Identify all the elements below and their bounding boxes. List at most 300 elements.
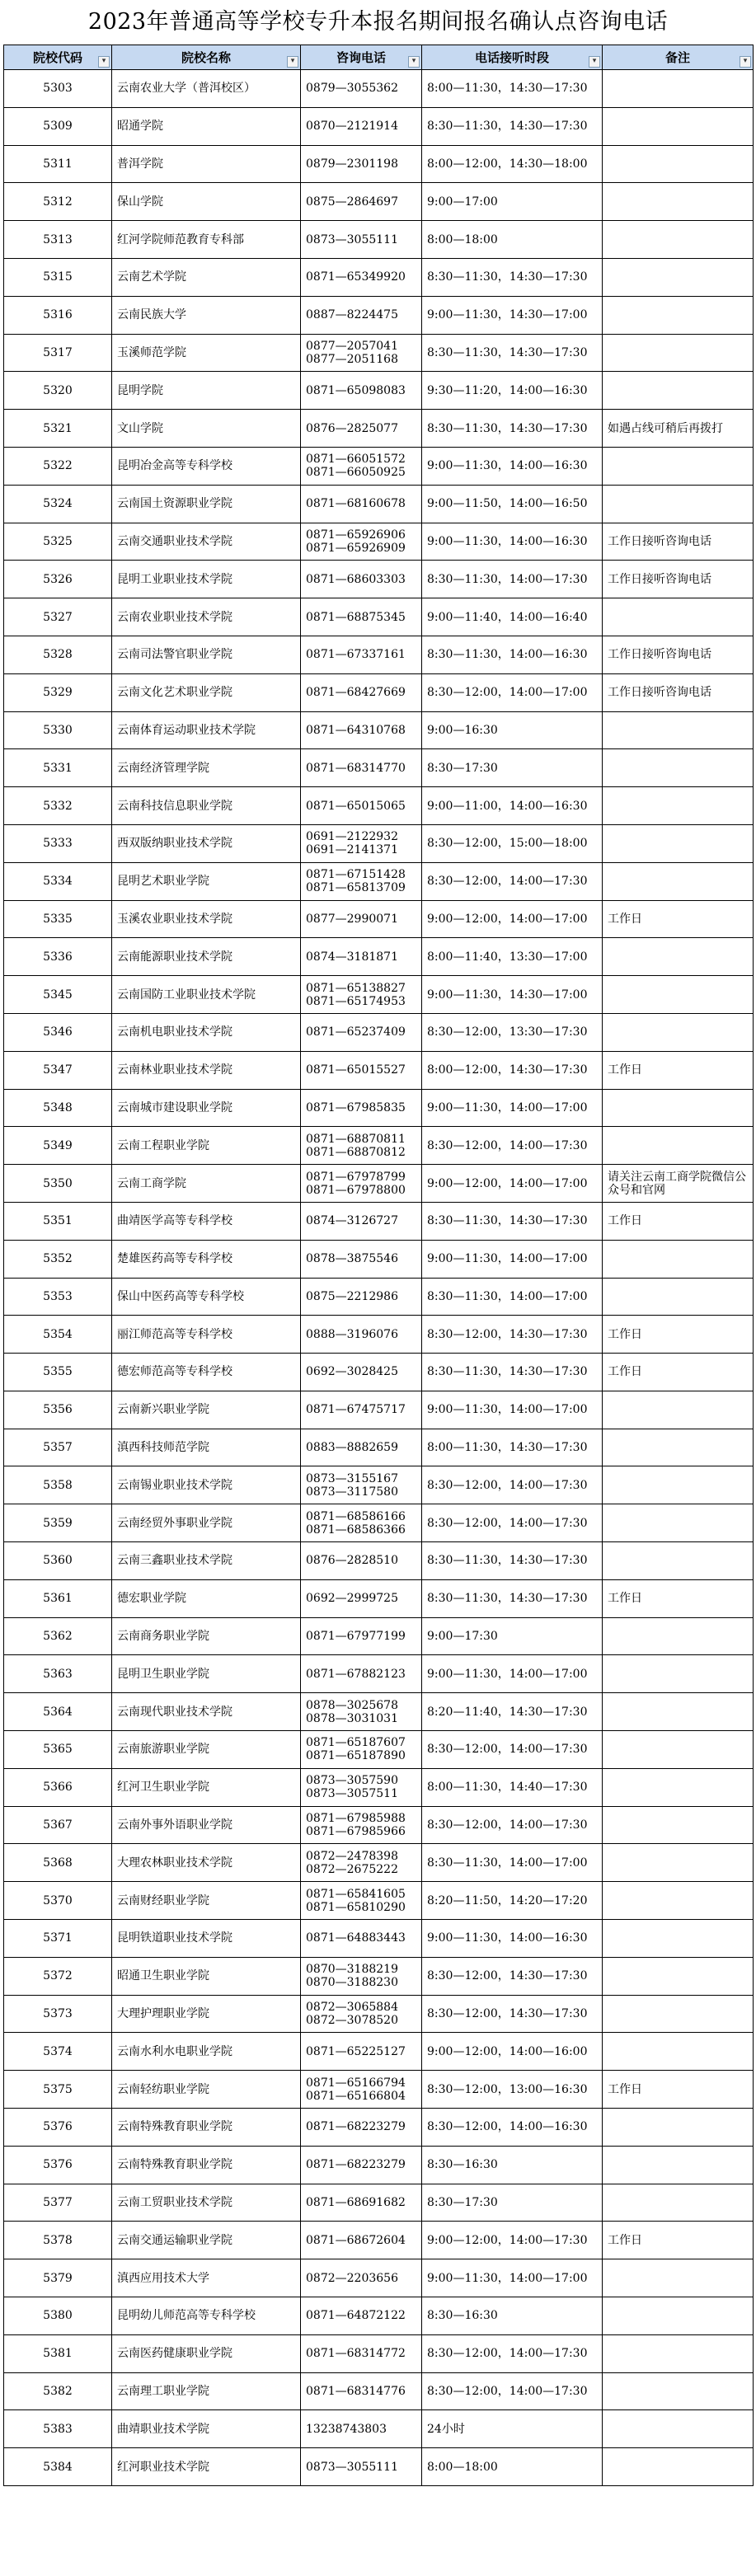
phone-cell — [301, 1013, 422, 1051]
table-row — [4, 183, 754, 221]
note-cell — [603, 1693, 754, 1731]
phone-number: 0871—67977199 — [306, 1630, 406, 1644]
phone-number: 0879—2301198 — [306, 157, 398, 171]
phone-number: 0871—68314776 — [306, 2385, 406, 2398]
school-name-cell: 保山中医药高等专科学校 — [112, 1278, 301, 1316]
hours-cell: 8:30—16:30 — [422, 2146, 603, 2184]
school-name-cell: 云南科技信息职业学院 — [112, 787, 301, 825]
hours-cell: 8:00—11:30，14:30—17:30 — [422, 1429, 603, 1466]
header-name[interactable] — [112, 45, 301, 70]
hours-cell: 8:30—16:30 — [422, 2297, 603, 2335]
note-cell: 工作日 — [603, 2071, 754, 2109]
note-cell — [603, 1768, 754, 1806]
phone-cell — [301, 2334, 422, 2372]
school-name-cell: 昆明艺术职业学院 — [112, 862, 301, 900]
phone-number: 0871—65926906 — [306, 528, 406, 542]
phone-cell — [301, 410, 422, 448]
phone-number: 0871—67882123 — [306, 1667, 406, 1681]
phone-cell — [301, 749, 422, 787]
phone-cell — [301, 145, 422, 183]
school-code-cell: 5357 — [4, 1429, 112, 1466]
note-cell: 工作日 — [603, 1051, 754, 1089]
school-name-cell: 昭通卫生职业学院 — [112, 1957, 301, 1995]
school-name-cell: 云南交通职业技术学院 — [112, 523, 301, 561]
phone-number: 0871—67985988 — [306, 1812, 406, 1826]
hours-cell: 8:30—12:00，14:30—17:30 — [422, 1316, 603, 1354]
hours-cell: 8:30—12:00，15:00—18:00 — [422, 824, 603, 862]
school-code-cell: 5309 — [4, 107, 112, 145]
phone-cell — [301, 1354, 422, 1391]
table-row — [4, 1466, 754, 1504]
phone-number: 0871—65237409 — [306, 1025, 406, 1039]
table-row — [4, 1354, 754, 1391]
table-row — [4, 787, 754, 825]
phone-number: 0871—65225127 — [306, 2044, 406, 2058]
school-name-cell: 云南理工职业学院 — [112, 2372, 301, 2410]
hours-cell: 8:00—12:00，14:30—18:00 — [422, 145, 603, 183]
school-code-cell: 5349 — [4, 1127, 112, 1165]
header-hours-label: 电话接听时段 — [474, 49, 549, 65]
phone-number: 0871—67337161 — [306, 648, 406, 662]
school-code-cell: 5353 — [4, 1278, 112, 1316]
school-code-cell: 5331 — [4, 749, 112, 787]
phone-number: 0871—68314772 — [306, 2347, 406, 2361]
note-cell: 工作日 — [603, 1354, 754, 1391]
table-row — [4, 70, 754, 108]
hours-cell: 8:30—12:00，14:00—17:30 — [422, 1731, 603, 1769]
note-cell — [603, 1278, 754, 1316]
school-name-cell: 曲靖职业技术学院 — [112, 2410, 301, 2448]
school-name-cell: 云南能源职业技术学院 — [112, 938, 301, 976]
dropdown-arrow-icon[interactable]: ▾ — [740, 56, 751, 68]
phone-number: 0871—68223279 — [306, 2120, 406, 2134]
school-code-cell: 5320 — [4, 372, 112, 410]
hours-cell: 9:00—12:00，14:00—17:00 — [422, 900, 603, 938]
phone-cell — [301, 1655, 422, 1693]
phone-number: 0871—66050925 — [306, 466, 406, 480]
note-cell — [603, 1655, 754, 1693]
phone-cell — [301, 2222, 422, 2259]
hours-cell: 8:30—12:00，14:00—17:30 — [422, 1466, 603, 1504]
phone-number: 0876—2828510 — [306, 1554, 398, 1568]
phone-cell — [301, 1617, 422, 1655]
note-cell — [603, 1240, 754, 1278]
phone-cell — [301, 2184, 422, 2222]
hours-cell: 8:30—11:30，14:00—17:30 — [422, 561, 603, 598]
table-row — [4, 485, 754, 523]
school-name-cell: 云南体育运动职业技术学院 — [112, 711, 301, 749]
school-name-cell: 云南特殊教育职业学院 — [112, 2109, 301, 2147]
phone-number: 0871—68427669 — [306, 686, 406, 700]
hours-cell: 9:00—12:00，14:00—17:00 — [422, 1165, 603, 1203]
hours-cell: 9:00—11:40，14:00—16:40 — [422, 598, 603, 636]
hours-cell: 9:00—11:30，14:00—16:30 — [422, 523, 603, 561]
phone-cell — [301, 1693, 422, 1731]
school-name-cell: 大理护理职业学院 — [112, 1995, 301, 2033]
school-code-cell: 5336 — [4, 938, 112, 976]
hours-cell: 8:30—11:30，14:00—17:00 — [422, 1844, 603, 1882]
phone-cell — [301, 107, 422, 145]
school-name-cell: 云南水利水电职业学院 — [112, 2033, 301, 2071]
hours-cell: 8:30—11:30，14:30—17:30 — [422, 1542, 603, 1580]
phone-cell — [301, 976, 422, 1014]
school-name-cell: 昆明冶金高等专科学校 — [112, 447, 301, 485]
note-cell — [603, 145, 754, 183]
phone-number: 0871—67978800 — [306, 1183, 406, 1197]
hours-cell: 9:00—11:30，14:30—17:00 — [422, 296, 603, 334]
table-row — [4, 900, 754, 938]
phone-number: 0878—3025678 — [306, 1698, 398, 1712]
school-code-cell: 5351 — [4, 1202, 112, 1240]
phone-number: 0871—65810290 — [306, 1900, 406, 1914]
school-code-cell: 5350 — [4, 1165, 112, 1203]
table-row — [4, 1768, 754, 1806]
phone-number: 0870—3188219 — [306, 1963, 398, 1977]
school-code-cell: 5324 — [4, 485, 112, 523]
phone-number: 0875—2864697 — [306, 195, 398, 209]
phone-cell — [301, 221, 422, 259]
note-cell — [603, 2448, 754, 2486]
phone-number: 0872—2478398 — [306, 1849, 398, 1863]
school-code-cell: 5383 — [4, 2410, 112, 2448]
school-name-cell: 云南三鑫职业技术学院 — [112, 1542, 301, 1580]
hours-cell: 9:00—11:30，14:00—17:00 — [422, 1655, 603, 1693]
phone-number: 0692—2999725 — [306, 1592, 398, 1606]
phone-cell — [301, 2033, 422, 2071]
table-body — [4, 70, 754, 2486]
phone-number: 0871—65166804 — [306, 2089, 406, 2103]
note-cell — [603, 1466, 754, 1504]
phone-number: 0871—67978799 — [306, 1170, 406, 1184]
table-row — [4, 334, 754, 372]
school-code-cell: 5370 — [4, 1882, 112, 1920]
school-name-cell: 德宏职业学院 — [112, 1579, 301, 1617]
table-row — [4, 1655, 754, 1693]
hours-cell: 8:30—17:30 — [422, 2184, 603, 2222]
note-cell — [603, 2033, 754, 2071]
phone-cell — [301, 711, 422, 749]
school-code-cell: 5360 — [4, 1542, 112, 1580]
school-code-cell: 5346 — [4, 1013, 112, 1051]
note-cell — [603, 1504, 754, 1542]
school-code-cell: 5379 — [4, 2259, 112, 2297]
phone-cell — [301, 70, 422, 108]
table-row — [4, 1504, 754, 1542]
school-code-cell: 5315 — [4, 258, 112, 296]
school-name-cell: 云南财经职业学院 — [112, 1882, 301, 1920]
school-code-cell: 5373 — [4, 1995, 112, 2033]
note-cell — [603, 183, 754, 221]
note-cell — [603, 485, 754, 523]
phone-cell — [301, 1882, 422, 1920]
header-note[interactable] — [603, 45, 754, 70]
phone-cell — [301, 787, 422, 825]
phone-number: 0875—2212986 — [306, 1289, 398, 1303]
hours-cell: 8:30—12:00，14:00—17:30 — [422, 1806, 603, 1844]
school-name-cell: 大理农林职业技术学院 — [112, 1844, 301, 1882]
phone-number: 0871—68223279 — [306, 2158, 406, 2172]
school-code-cell: 5384 — [4, 2448, 112, 2486]
table-row — [4, 296, 754, 334]
school-name-cell: 玉溪师范学院 — [112, 334, 301, 372]
school-code-cell: 5321 — [4, 410, 112, 448]
phone-cell — [301, 485, 422, 523]
table-row — [4, 598, 754, 636]
phone-cell — [301, 636, 422, 673]
phone-number: 0871—68691682 — [306, 2196, 406, 2210]
dropdown-arrow-icon[interactable]: ▾ — [98, 56, 110, 68]
phone-number: 0871—66051572 — [306, 453, 406, 467]
phone-cell — [301, 1504, 422, 1542]
school-code-cell: 5366 — [4, 1768, 112, 1806]
phone-cell — [301, 1579, 422, 1617]
table-row — [4, 1165, 754, 1203]
table-row — [4, 2184, 754, 2222]
phone-cell — [301, 824, 422, 862]
school-name-cell: 昆明铁道职业技术学院 — [112, 1920, 301, 1958]
phone-number: 0871—68672604 — [306, 2233, 406, 2247]
school-code-cell: 5371 — [4, 1920, 112, 1958]
school-code-cell: 5325 — [4, 523, 112, 561]
table-row — [4, 1391, 754, 1429]
header-code-label: 院校代码 — [32, 49, 82, 65]
school-code-cell: 5361 — [4, 1579, 112, 1617]
school-code-cell: 5359 — [4, 1504, 112, 1542]
table-row — [4, 673, 754, 711]
header-hours[interactable] — [422, 45, 603, 70]
note-cell: 工作日接听咨询电话 — [603, 636, 754, 673]
school-code-cell: 5380 — [4, 2297, 112, 2335]
phone-cell — [301, 1920, 422, 1958]
dropdown-arrow-icon[interactable]: ▾ — [589, 56, 600, 68]
phone-cell — [301, 1466, 422, 1504]
school-code-cell: 5368 — [4, 1844, 112, 1882]
school-code-cell: 5378 — [4, 2222, 112, 2259]
school-name-cell: 云南民族大学 — [112, 296, 301, 334]
phone-cell — [301, 862, 422, 900]
phone-number: 0871—65349920 — [306, 270, 406, 284]
table-row — [4, 1731, 754, 1769]
table-row — [4, 523, 754, 561]
school-name-cell: 云南交通运输职业学院 — [112, 2222, 301, 2259]
table-row — [4, 1617, 754, 1655]
note-cell — [603, 1127, 754, 1165]
note-cell — [603, 1089, 754, 1127]
note-cell — [603, 2372, 754, 2410]
hours-cell: 8:20—11:50，14:20—17:20 — [422, 1882, 603, 1920]
note-cell — [603, 372, 754, 410]
phone-number: 0871—64872122 — [306, 2309, 406, 2323]
school-name-cell: 云南工商学院 — [112, 1165, 301, 1203]
note-cell: 工作日 — [603, 900, 754, 938]
phone-cell — [301, 1316, 422, 1354]
phone-number: 0873—3057511 — [306, 1787, 398, 1801]
header-note-label: 备注 — [664, 49, 690, 65]
phone-number: 0871—65174953 — [306, 994, 406, 1008]
note-cell — [603, 1920, 754, 1958]
school-code-cell: 5365 — [4, 1731, 112, 1769]
school-name-cell: 云南特殊教育职业学院 — [112, 2146, 301, 2184]
school-code-cell: 5376 — [4, 2109, 112, 2147]
phone-number: 0871—64883443 — [306, 1931, 406, 1945]
school-code-cell: 5352 — [4, 1240, 112, 1278]
table-row — [4, 1089, 754, 1127]
school-name-cell: 丽江师范高等专科学校 — [112, 1316, 301, 1354]
note-cell: 工作日 — [603, 1202, 754, 1240]
phone-number: 0877—2990071 — [306, 912, 398, 926]
hours-cell: 9:00—11:50，14:00—16:50 — [422, 485, 603, 523]
phone-cell — [301, 1995, 422, 2033]
hours-cell: 9:00—17:30 — [422, 1617, 603, 1655]
school-name-cell: 云南工贸职业技术学院 — [112, 2184, 301, 2222]
hours-cell: 8:30—12:00，13:00—16:30 — [422, 2071, 603, 2109]
phone-number: 0872—3078520 — [306, 2014, 398, 2028]
note-cell — [603, 2184, 754, 2222]
dropdown-arrow-icon[interactable]: ▾ — [287, 56, 298, 68]
school-code-cell: 5313 — [4, 221, 112, 259]
phone-number: 0871—65187607 — [306, 1736, 406, 1750]
school-name-cell: 云南医药健康职业学院 — [112, 2334, 301, 2372]
hours-cell: 8:00—11:40，13:30—17:00 — [422, 938, 603, 976]
hours-cell: 8:00—11:30，14:40—17:30 — [422, 1768, 603, 1806]
note-cell: 工作日接听咨询电话 — [603, 561, 754, 598]
table-row — [4, 2071, 754, 2109]
hours-cell: 9:30—11:20，14:00—16:30 — [422, 372, 603, 410]
school-name-cell: 云南城市建设职业学院 — [112, 1089, 301, 1127]
note-cell — [603, 1844, 754, 1882]
note-cell — [603, 862, 754, 900]
school-name-cell: 红河卫生职业学院 — [112, 1768, 301, 1806]
note-cell — [603, 1995, 754, 2033]
hours-cell: 8:30—11:30，14:30—17:30 — [422, 1354, 603, 1391]
note-cell — [603, 2146, 754, 2184]
table-row — [4, 107, 754, 145]
table-row — [4, 1995, 754, 2033]
phone-number: 0871—68870811 — [306, 1132, 406, 1146]
phone-number: 0871—65166794 — [306, 2076, 406, 2090]
note-cell: 请关注云南工商学院微信公众号和官网 — [603, 1165, 754, 1203]
note-cell — [603, 2109, 754, 2147]
note-cell — [603, 711, 754, 749]
hours-cell: 8:00—18:00 — [422, 2448, 603, 2486]
phone-cell — [301, 296, 422, 334]
school-name-cell: 云南文化艺术职业学院 — [112, 673, 301, 711]
school-name-cell: 保山学院 — [112, 183, 301, 221]
school-code-cell: 5364 — [4, 1693, 112, 1731]
table-row — [4, 1429, 754, 1466]
hours-cell: 8:30—11:30，14:30—17:30 — [422, 1579, 603, 1617]
phone-number: 0873—3057590 — [306, 1774, 398, 1788]
phone-cell — [301, 938, 422, 976]
phone-number: 0876—2825077 — [306, 421, 398, 435]
note-cell: 工作日接听咨询电话 — [603, 673, 754, 711]
table-row — [4, 1579, 754, 1617]
phone-number: 0873—3155167 — [306, 1471, 398, 1485]
table-row — [4, 258, 754, 296]
table-row — [4, 2109, 754, 2147]
phone-cell — [301, 1957, 422, 1995]
school-name-cell: 普洱学院 — [112, 145, 301, 183]
phone-cell — [301, 2259, 422, 2297]
note-cell: 工作日 — [603, 1579, 754, 1617]
phone-number: 0871—68586366 — [306, 1523, 406, 1537]
phone-cell — [301, 1240, 422, 1278]
phone-number: 0871—68870812 — [306, 1145, 406, 1159]
note-cell — [603, 258, 754, 296]
school-code-cell: 5381 — [4, 2334, 112, 2372]
school-code-cell: 5375 — [4, 2071, 112, 2109]
phone-number: 0878—3031031 — [306, 1711, 398, 1725]
phone-cell — [301, 2071, 422, 2109]
note-cell — [603, 296, 754, 334]
school-code-cell: 5377 — [4, 2184, 112, 2222]
phone-cell — [301, 1089, 422, 1127]
school-code-cell: 5347 — [4, 1051, 112, 1089]
phone-cell — [301, 523, 422, 561]
table-row — [4, 372, 754, 410]
hours-cell: 8:30—12:00，13:30—17:30 — [422, 1013, 603, 1051]
note-cell — [603, 938, 754, 976]
hours-cell: 8:20—11:40，14:30—17:30 — [422, 1693, 603, 1731]
phone-number: 0871—65813709 — [306, 881, 406, 895]
table-row — [4, 976, 754, 1014]
note-cell: 工作日 — [603, 2222, 754, 2259]
phone-number: 0871—68160678 — [306, 497, 406, 511]
hours-cell: 8:30—11:30，14:30—17:30 — [422, 410, 603, 448]
note-cell — [603, 2410, 754, 2448]
hours-cell: 8:30—12:00，14:00—17:30 — [422, 1504, 603, 1542]
school-code-cell: 5317 — [4, 334, 112, 372]
phone-cell — [301, 1165, 422, 1203]
header-phone[interactable] — [301, 45, 422, 70]
table-row — [4, 862, 754, 900]
school-code-cell: 5335 — [4, 900, 112, 938]
school-name-cell: 云南现代职业技术学院 — [112, 1693, 301, 1731]
phone-number: 0877—2051168 — [306, 352, 398, 366]
phone-cell — [301, 2297, 422, 2335]
dropdown-arrow-icon[interactable]: ▾ — [408, 56, 420, 68]
note-cell — [603, 598, 754, 636]
note-cell — [603, 1542, 754, 1580]
school-code-cell: 5367 — [4, 1806, 112, 1844]
note-cell — [603, 2334, 754, 2372]
table-row — [4, 2410, 754, 2448]
table-row — [4, 1882, 754, 1920]
school-name-cell: 云南锡业职业技术学院 — [112, 1466, 301, 1504]
phone-cell — [301, 2448, 422, 2486]
table-row — [4, 145, 754, 183]
phone-number: 0879—3055362 — [306, 82, 398, 96]
note-cell — [603, 787, 754, 825]
table-row — [4, 1013, 754, 1051]
header-code[interactable] — [4, 45, 112, 70]
phone-number: 0873—3055111 — [306, 2460, 398, 2474]
school-name-cell: 楚雄医药高等专科学校 — [112, 1240, 301, 1278]
hours-cell: 9:00—12:00，14:00—16:00 — [422, 2033, 603, 2071]
phone-number: 0872—2203656 — [306, 2271, 398, 2285]
table-row — [4, 2146, 754, 2184]
phone-cell — [301, 2372, 422, 2410]
hours-cell: 8:30—12:00，14:00—16:30 — [422, 2109, 603, 2147]
phone-number: 0871—67475717 — [306, 1403, 406, 1417]
school-code-cell: 5322 — [4, 447, 112, 485]
hours-cell: 8:30—12:00，14:30—17:30 — [422, 1995, 603, 2033]
table-row — [4, 1240, 754, 1278]
school-code-cell: 5330 — [4, 711, 112, 749]
school-code-cell: 5358 — [4, 1466, 112, 1504]
table-row — [4, 2372, 754, 2410]
school-name-cell: 云南经济管理学院 — [112, 749, 301, 787]
